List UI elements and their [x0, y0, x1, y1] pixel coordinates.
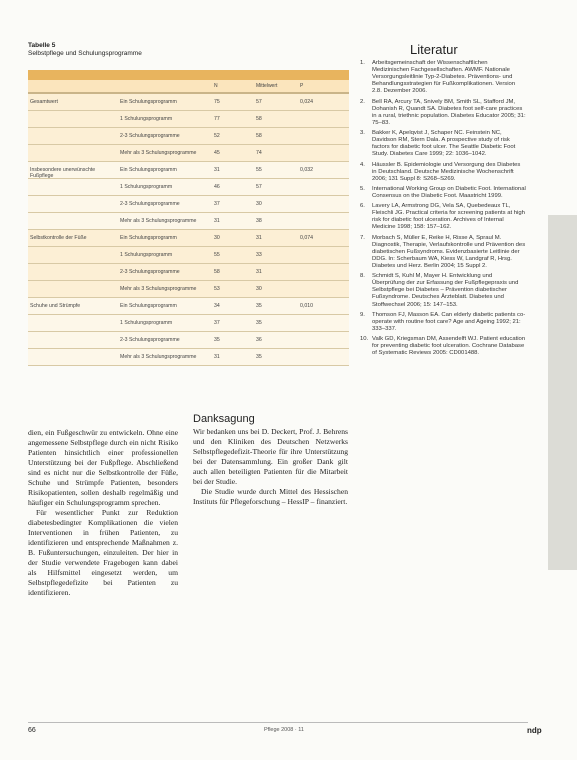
reference-number: 2. [360, 98, 365, 105]
table-row [28, 332, 349, 349]
cell-level: Mehr als 3 Schulungsprogramme [120, 286, 197, 292]
cell-level: 1 Schulungsprogramm [120, 116, 173, 122]
page-number: 66 [28, 727, 36, 734]
table-row [28, 298, 349, 315]
cell-mean: 35 [256, 320, 262, 326]
table-row [28, 145, 349, 162]
table-row [28, 162, 349, 179]
cell-n: 30 [214, 235, 220, 241]
cell-mean: 74 [256, 150, 262, 156]
thanks-section [193, 414, 348, 507]
cell-level: 2-3 Schulungsprogramme [120, 133, 180, 139]
cell-level: Ein Schulungsprogramm [120, 99, 177, 105]
cell-n: 46 [214, 184, 220, 190]
cell-level: 1 Schulungsprogramm [120, 184, 173, 190]
table-row [28, 264, 349, 281]
cell-p: 0,032 [300, 167, 313, 173]
reference-item [360, 162, 526, 183]
table-row [28, 213, 349, 230]
edge-tab [548, 215, 577, 570]
cell-mean: 31 [256, 235, 262, 241]
table-body [28, 93, 349, 366]
table-row [28, 93, 349, 111]
cell-n: 37 [214, 320, 220, 326]
reference-text: Valk GD, Kriegsman DM, Assendelft WJ. Patient education for preventing diabetic foot ulceration. Cochrane Database of Systematic Reviews 2005: CD001488. [372, 336, 526, 357]
reference-list [360, 60, 526, 361]
cell-n: 53 [214, 286, 220, 292]
cell-group: Schuhe und Strümpfe [30, 303, 81, 309]
table-row [28, 179, 349, 196]
cell-mean: 58 [256, 133, 262, 139]
cell-mean: 33 [256, 252, 262, 258]
table-column-header [28, 80, 349, 93]
table-row [28, 349, 349, 366]
cell-level: Mehr als 3 Schulungsprogramme [120, 150, 197, 156]
reference-text: Thomson FJ, Masson EA. Can elderly diabetic patients co-operate with routine foot care? Age and Ageing 1992; 21: 333–337. [372, 311, 526, 332]
table-header-band [28, 70, 349, 80]
reference-item [360, 336, 526, 357]
cell-mean: 30 [256, 201, 262, 207]
cell-mean: 36 [256, 337, 262, 343]
cell-mean: 55 [256, 167, 262, 173]
cell-mean: 30 [256, 286, 262, 292]
reference-number: 3. [360, 130, 365, 137]
cell-level: Mehr als 3 Schulungsprogramme [120, 354, 197, 360]
cell-level: Mehr als 3 Schulungsprogramme [120, 218, 197, 224]
cell-level: 2-3 Schulungsprogramme [120, 337, 180, 343]
body-paragraph: Für wesentlicher Punkt zur Reduktion diabetesbedingter Komplikationen die vielen Interventionen in frühen Patienten, zu identifizieren und entsprechende Maßnahmen z. B. Fußuntersuchungen, einzuleiten. Der hier in der Studie verwendete Fragebogen kann dabei als Hilfsmittel eingesetzt werden, um Selbstpflegedefizite bei Patienten zu identifizieren. [28, 508, 178, 597]
col-header-mean: Mittelwert [256, 83, 278, 89]
cell-mean: 35 [256, 354, 262, 360]
table-caption-title: Tabelle 5 [28, 42, 56, 49]
thanks-title: Danksagung [193, 413, 255, 425]
cell-n: 55 [214, 252, 220, 258]
reference-text: Bell RA, Arcury TA, Snively BM, Smith SL, Stafford JM, Dohanish R, Quandt SA. Diabetes foot self-care practices in a rural, triethnic population. Diabetes Educator 2005; 31: 75–83. [372, 98, 526, 126]
reference-text: Häussler B. Epidemiologie und Versorgung des Diabetes in Deutschland. Deutsche Medizinische Wochenschrift 2006; 131 Suppl 8: S268–S269. [372, 161, 521, 182]
cell-mean: 38 [256, 218, 262, 224]
table-row [28, 196, 349, 213]
reference-text: Arbeitsgemeinschaft der Wissenschaftlichen Medizinischen Fachgesellschaften. AWMF. Nationale Versorgungsleitlinie Typ-2-Diabetes. Präventions- und Behandlungsstrategien für Fußkomplikationen. Version 2.8. Dezember 2006. [372, 60, 516, 95]
cell-mean: 57 [256, 184, 262, 190]
reference-item [360, 186, 526, 200]
table-row [28, 247, 349, 264]
cell-group: Selbstkontrolle der Füße [30, 235, 87, 241]
reference-number: 5. [360, 185, 365, 192]
footer-rule [28, 722, 528, 723]
cell-p: 0,010 [300, 303, 313, 309]
cell-n: 37 [214, 201, 220, 207]
cell-n: 52 [214, 133, 220, 139]
literature-title: Literatur [410, 42, 458, 57]
reference-number: 4. [360, 161, 365, 168]
cell-level: 2-3 Schulungsprogramme [120, 269, 180, 275]
table-row [28, 315, 349, 332]
reference-number: 9. [360, 311, 365, 318]
reference-item [360, 273, 526, 308]
cell-n: 77 [214, 116, 220, 122]
table-row [28, 281, 349, 298]
journal-issue: Pflege 2008 · 11 [264, 727, 304, 733]
reference-number: 8. [360, 273, 365, 280]
reference-text: Lavery LA, Armstrong DG, Vela SA, Quebedeaux TL, Fleischli JG. Practical criteria for screening patients at high risk for diabetic foot ulceration. Archives of Internal Medicine 1998; 158: 157–162. [372, 203, 525, 231]
cell-group: Gesamtwert [30, 99, 58, 105]
cell-n: 35 [214, 337, 220, 343]
thanks-paragraph: Die Studie wurde durch Mittel des Hessischen Instituts für Pflegeforschung – HessIP – finanziert. [193, 487, 348, 506]
cell-level: Ein Schulungsprogramm [120, 235, 177, 241]
table-row [28, 230, 349, 247]
body-column-left [28, 428, 178, 598]
table-row [28, 128, 349, 145]
cell-level: Ein Schulungsprogramm [120, 167, 177, 173]
reference-item [360, 130, 526, 158]
reference-text: Bakker K, Apelqvist J, Schaper NC. Feinstein NC, Davidson RM, Stern Dala. A prospective study of risk factors for diabetic foot ulcer. The Seattle Diabetic Foot Study. Diabetes Care 1999; 22: 1036–1042. [372, 130, 516, 158]
cell-level: 2-3 Schulungsprogramme [120, 201, 180, 207]
data-table [28, 70, 349, 366]
cell-n: 31 [214, 167, 220, 173]
table-caption-subtitle: Selbstpflege und Schulungsprogramme [28, 50, 142, 57]
publisher-logo: ndp [527, 726, 542, 735]
cell-group: Insbesondere unerwünschte Fußpflege [30, 167, 96, 179]
body-paragraph: dien, ein Fußgeschwür zu entwickeln. Ohne eine angemessene Selbstpflege durch ein nicht Risiko Patienten hinsichtlich einer professionellen Unterstützung bei der Fußpflege. Abschließend sind es nicht nur die Selbstkontrolle der Füße, Schuhe und Strümpfe Patienten, besonders Risikopatienten, sollen deshalb regelmäßig und häufiger ein Schulungsprogramm sprechen. [28, 428, 178, 507]
cell-n: 58 [214, 269, 220, 275]
reference-text: Morbach S, Müller E, Reike H, Risse A, Spraul M. Diagnostik, Therapie, Verlaufskontrolle und Prävention des diabetischen Fußsyndroms. Evidenzbasierte Leitlinie der DDG. In: Scherbaum WA, Kiess W, Landgraf R, Hrsg. Diabetes und Herz. Berlin 2004; 15 Suppl 2. [372, 234, 526, 269]
cell-n: 31 [214, 354, 220, 360]
table-caption [28, 42, 142, 58]
cell-p: 0,074 [300, 235, 313, 241]
reference-text: International Working Group on Diabetic Foot. International Consensus on the Diabetic Foot. Maastricht 1999. [372, 185, 526, 199]
reference-item [360, 235, 526, 270]
reference-item [360, 312, 526, 333]
reference-number: 6. [360, 203, 365, 210]
table-row [28, 111, 349, 128]
reference-item [360, 203, 526, 231]
cell-p: 0,024 [300, 99, 313, 105]
cell-n: 31 [214, 218, 220, 224]
cell-n: 34 [214, 303, 220, 309]
col-header-n: N [214, 83, 218, 89]
cell-n: 75 [214, 99, 220, 105]
cell-n: 45 [214, 150, 220, 156]
reference-number: 1. [360, 60, 365, 66]
cell-mean: 35 [256, 303, 262, 309]
reference-item [360, 60, 526, 95]
cell-mean: 58 [256, 116, 262, 122]
cell-level: Ein Schulungsprogramm [120, 303, 177, 309]
thanks-paragraph: Wir bedanken uns bei D. Deckert, Prof. J. Behrens und den Kliniken des Deutschen Netzwerks Selbstpflegedefizit-Theorie für ihre Unterstützung bei der Datensammlung. Ein großer Dank gilt auch allen beteiligten Patienten für die Mitarbeit bei der Studie. [193, 427, 348, 486]
reference-number: 7. [360, 234, 365, 241]
cell-level: 1 Schulungsprogramm [120, 320, 173, 326]
reference-item [360, 99, 526, 127]
col-header-p: P [300, 83, 304, 89]
cell-mean: 57 [256, 99, 262, 105]
cell-level: 1 Schulungsprogramm [120, 252, 173, 258]
reference-number: 10. [360, 336, 369, 343]
cell-mean: 31 [256, 269, 262, 275]
reference-text: Schmidt S, Kuhl M, Mayer H. Entwicklung und Überprüfung der zur Erfassung der Fußpflegepraxis und Selbstpflege bei Diabetes – Prävention diabetischer Fußsyndrome. Deutsches Ärzteblatt. Diabetes und Stoffwechsel 2006; 15: 147–153. [372, 273, 519, 308]
